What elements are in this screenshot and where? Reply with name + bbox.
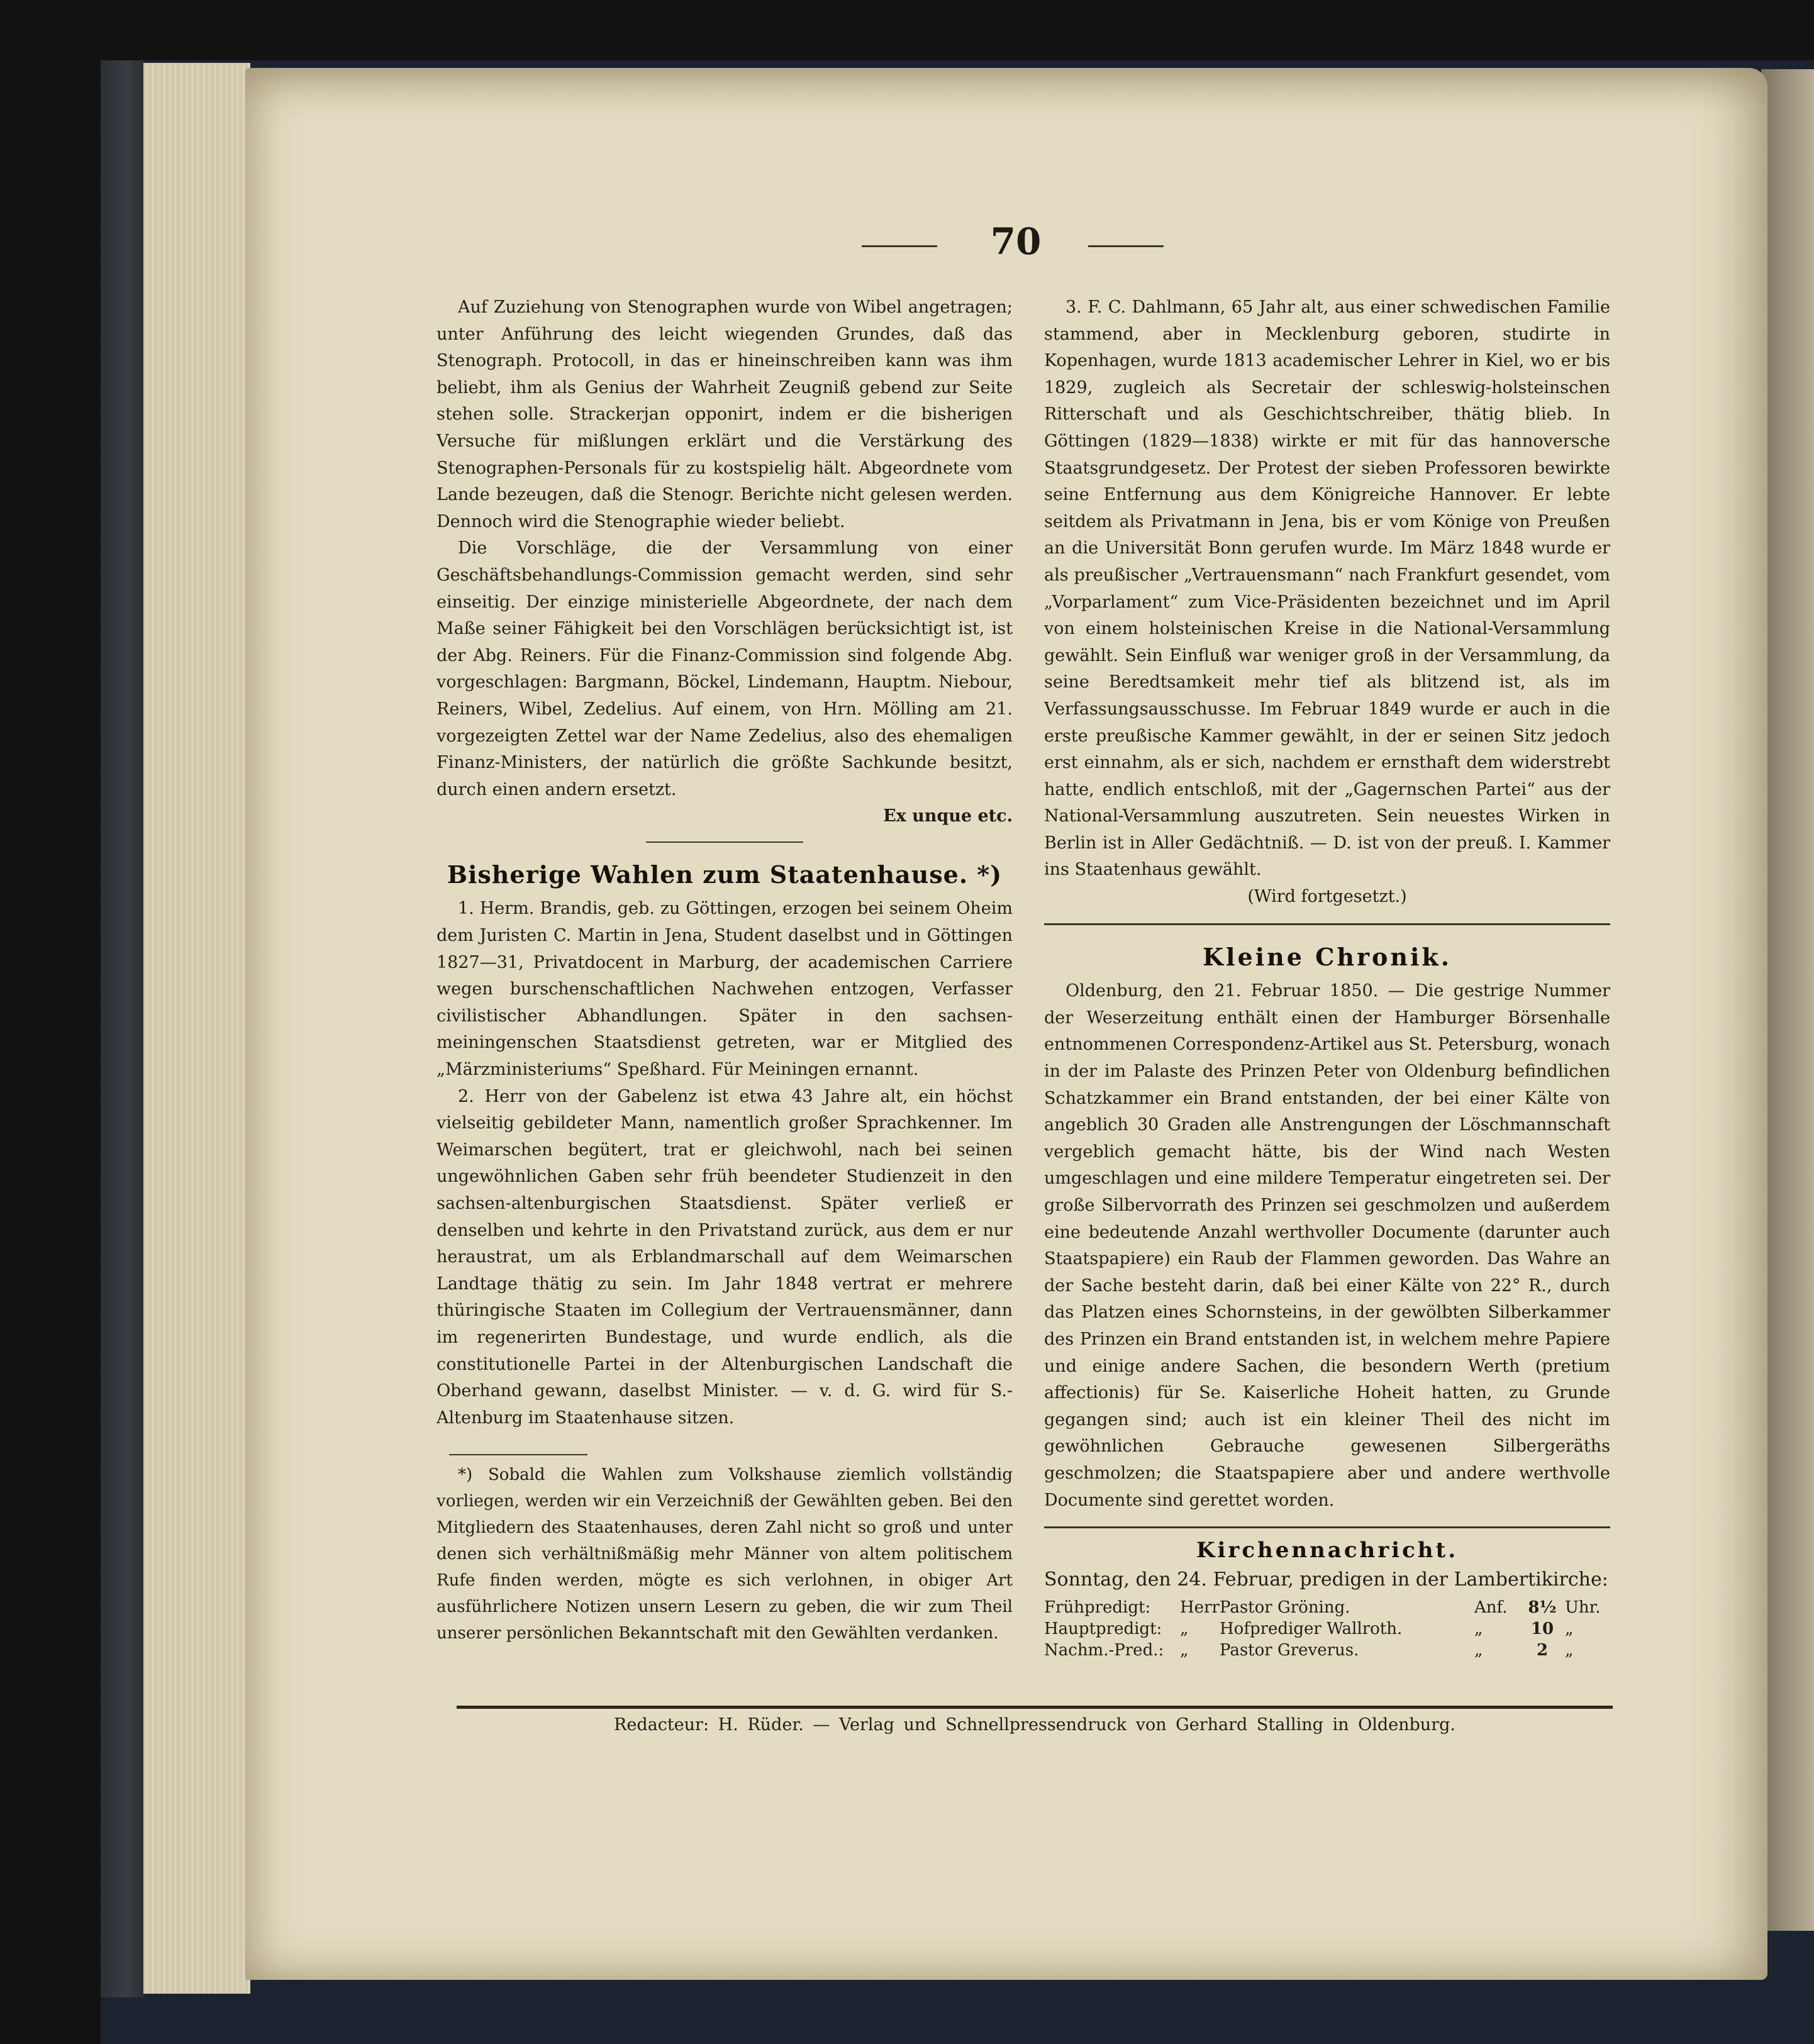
section-title-church: Kirchennachricht.	[1196, 1538, 1459, 1564]
church-divider	[1044, 1526, 1610, 1528]
sermon-label: Anf.	[1474, 1598, 1508, 1618]
sermon-time: 8½	[1528, 1598, 1557, 1618]
imprint-footer: Redacteur: H. Rüder. — Verlag und Schnellpressendruck von Gerhard Stalling in Oldenburg.	[457, 1706, 1613, 1735]
entry-gabelenz: 2. Herr von der Gabelenz ist etwa 43 Jahre alt, ein höchst vielseitig gebildeter Mann, namentlich großer Sprachkenner. Im Weimarschen begütert, trat er gleichwohl, nach bei seinen ungewöhnlichen Gaben sehr früh beendeter Studienzeit in den sachsen-altenburgischen Staatsdienst. Später verließ er denselben und kehrte in den Privatstand zurück, aus dem er nur heraustrat, um als Erblandmarschall auf dem Weimarschen Landtage thätig zu sein. Im Jahr 1848 vertrat er mehrere thüringische Staaten im Collegium der Vertrauensmänner, dann im regenerirten Bundestage, und wurde endlich, als die constitutionelle Partei in der Altenburgischen Landschaft die Oberhand gewann, daselbst Minister. — v. d. G. wird für S.-Altenburg im Staatenhause sitzen.	[437, 1086, 1013, 1428]
sermon-unit: „	[1565, 1619, 1574, 1639]
sermon-prefix: „	[1180, 1641, 1189, 1660]
sermon-unit: „	[1565, 1641, 1574, 1660]
sermon-service: Nachm.-Pred.:	[1044, 1641, 1164, 1660]
continued-note: (Wird fortgesetzt.)	[1247, 887, 1407, 907]
church-subtitle: Sonntag, den 24. Februar, predigen in der Lambertikirche:	[1044, 1568, 1608, 1591]
sermon-label: „	[1474, 1641, 1483, 1660]
section-title-chronicle: Kleine Chronik.	[1203, 942, 1452, 971]
page-number: 70	[990, 220, 1042, 263]
sermon-service: Frühpredigt:	[1044, 1598, 1151, 1618]
section-title-staatenhaus: Bisherige Wahlen zum Staatenhause. *)	[447, 860, 1003, 889]
section-divider	[646, 841, 803, 843]
entry-dahlmann: 3. F. C. Dahlmann, 65 Jahr alt, aus einer schwedischen Familie stammend, aber in Mecklenburg geboren, studirte in Kopenhagen, wurde 1813 academischer Lehrer in Kiel, wo er bis 1829, zugleich als Secretair der schleswig-holsteinschen Ritterschaft und als Geschichtschreiber, thätig blieb. In Göttingen (1829—1838) wirkte er mit für das hannoversche Staatsgrundgesetz. Der Protest der sieben Professoren bewirkte seine Entfernung aus dem Königreiche Hannover. Er lebte seitdem als Privatmann in Jena, bis er vom Könige von Preußen an die Universität Bonn gerufen wurde. Im März 1848 wurde er als preußischer „Vertrauensmann“ nach Frankfurt gesendet, vom „Vorparlament“ zum Vice-Präsidenten bezeichnet und im April von einem holsteinischen Kreise in die National-Versammlung gewählt. Sein Einfluß war weniger groß in der Versammlung, da seine Beredtsamkeit mehr tief als blitzend ist, als im Verfassungsausschusse. Im Februar 1849 wurde er auch in die erste preußische Kammer gewählt, in der er seinen Sitz jedoch erst einnahm, als er sich, nachdem er ernsthaft dem widerstrebt hatte, endlich entschloß, mit der „Gagernschen Partei“ aus der National-Versammlung auszutreten. Sein neuestes Wirken in Berlin ist in Aller Gedächtniß. — D. ist von der preuß. I. Kammer ins Staatenhaus gewählt.	[1044, 297, 1610, 880]
sermon-prefix: „	[1180, 1619, 1189, 1639]
page-header	[862, 220, 1176, 264]
footnote-divider	[449, 1454, 587, 1455]
left-column	[437, 294, 1013, 1647]
chronicle-text: Oldenburg, den 21. Februar 1850. — Die gestrige Nummer der Weserzeitung enthält einen der Hamburger Börsenhalle entnommenen Correspondenz-Artikel aus St. Petersburg, wonach in der im Palaste des Prinzen Peter von Oldenburg befindlichen Schatzkammer ein Brand entstanden, der bei einer Kälte von angeblich 30 Graden alle Anstrengungen der Löschmannschaft vergeblich gemacht hätte, bis der Wind nach Westen umgeschlagen und eine mildere Temperatur eingetreten sei. Der große Silbervorrath des Prinzen sei geschmolzen und außerdem eine bedeutende Anzahl werthvoller Documente (darunter auch Staatspapiere) ein Raub der Flammen geworden. Das Wahre an der Sache besteht darin, daß bei einer Kälte von 22° R., durch das Platzen eines Schornsteins, in der gewölbten Silberkammer des Prinzen ein Brand entstanden ist, in welchem mehre Papiere und einige andere Sachen, die besondern Werth (pretium affectionis) für Se. Kaiserliche Hoheit hatten, zu Grunde gegangen sind; auch ist ein kleiner Theil des nicht im gewöhnlichen Gebrauche gewesenen Silbergeräths geschmolzen; die Staatspapiere aber und andere werthvolle Documente sind gerettet worden.	[1044, 981, 1610, 1510]
sermon-time: 2	[1536, 1641, 1549, 1660]
sermon-unit: Uhr.	[1565, 1598, 1601, 1618]
sermon-row	[1044, 1618, 1610, 1640]
sermon-table	[1044, 1597, 1610, 1661]
chronicle-divider	[1044, 923, 1610, 925]
paragraph-commission: Die Vorschläge, die der Versammlung von einer Geschäftsbehandlungs-Commission gemacht werden, sind sehr einseitig. Der einzige ministerielle Abgeordnete, der nach dem Maße seiner Fähigkeit bei den Vorschlägen berücksichtigt ist, ist der Abg. Reiners. Für die Finanz-Commission sind folgende Abg. vorgeschlagen: Bargmann, Böckel, Lindemann, Hauptm. Niebour, Reiners, Wibel, Zedelius. Auf einem, von Hrn. Mölling am 21. vorgezeigten Zettel war der Name Zedelius, also des ehemaligen Finanz-Ministers, der natürlich die größte Sachkunde besitzt, durch einen andern ersetzt.	[437, 538, 1013, 799]
entry-brandis: 1. Herm. Brandis, geb. zu Göttingen, erzogen bei seinem Oheim dem Juristen C. Martin in Jena, Student daselbst und in Göttingen 1827—31, Privatdocent in Marburg, der academischen Carriere wegen burschenschaftlichen Nachwehen entzogen, Verfasser civilistischer Abhandlungen. Später in den sachsen-meiningenschen Staatsdienst getreten, war er Mitglied des „Märzministeriums“ Speßhard. Für Meiningen ernannt.	[437, 899, 1013, 1080]
header-rule-right	[1088, 245, 1164, 247]
header-rule-left	[862, 245, 937, 247]
sermon-preacher: Pastor Greverus.	[1220, 1641, 1359, 1660]
sermon-label: „	[1474, 1619, 1483, 1639]
next-page-edge	[1761, 69, 1814, 1931]
paragraph-stenographers: Auf Zuziehung von Stenographen wurde von Wibel angetragen; unter Anführung des leicht wiegenden Grundes, daß das Stenograph. Protocoll, in das er hineinschreiben kann was ihm beliebt, ihm als Genius der Wahrheit Zeugniß gebend zur Seite stehen solle. Strackerjan opponirt, indem er die bisherigen Versuche für mißlungen erklärt und die Verstärkung des Stenographen-Personals für zu kostspielig hält. Abgeordnete vom Lande bezeugen, daß die Stenogr. Berichte nicht gelesen werden. Dennoch wird die Stenographie wieder beliebt.	[437, 297, 1013, 531]
right-column	[1044, 294, 1610, 1661]
sermon-preacher: Pastor Gröning.	[1220, 1598, 1350, 1618]
paragraph-closing: Ex unque etc.	[883, 806, 1013, 826]
sermon-prefix: Herr	[1180, 1598, 1220, 1618]
book-spine-edge	[101, 60, 145, 1997]
sermon-service: Hauptpredigt:	[1044, 1619, 1162, 1639]
sermon-preacher: Hofprediger Wallroth.	[1220, 1619, 1403, 1639]
sermon-time: 10	[1530, 1619, 1554, 1639]
footnote: *) Sobald die Wahlen zum Volkshause ziemlich vollständig vorliegen, werden wir ein Verzeichniß der Gewählten geben. Bei den Mitgliedern des Staatenhauses, deren Zahl nicht so groß und unter denen sich verhältnißmäßig mehr Männer von altem politischem Rufe finden werden, mögte es sich verlohnen, in obiger Art ausführlichere Notizen unsern Lesern zu geben, die wir zum Theil unserer persönlichen Bekanntschaft mit den Gewählten verdanken.	[437, 1465, 1013, 1643]
page-stack-edges	[143, 63, 250, 1994]
sermon-row	[1044, 1597, 1610, 1618]
sermon-row	[1044, 1640, 1610, 1661]
